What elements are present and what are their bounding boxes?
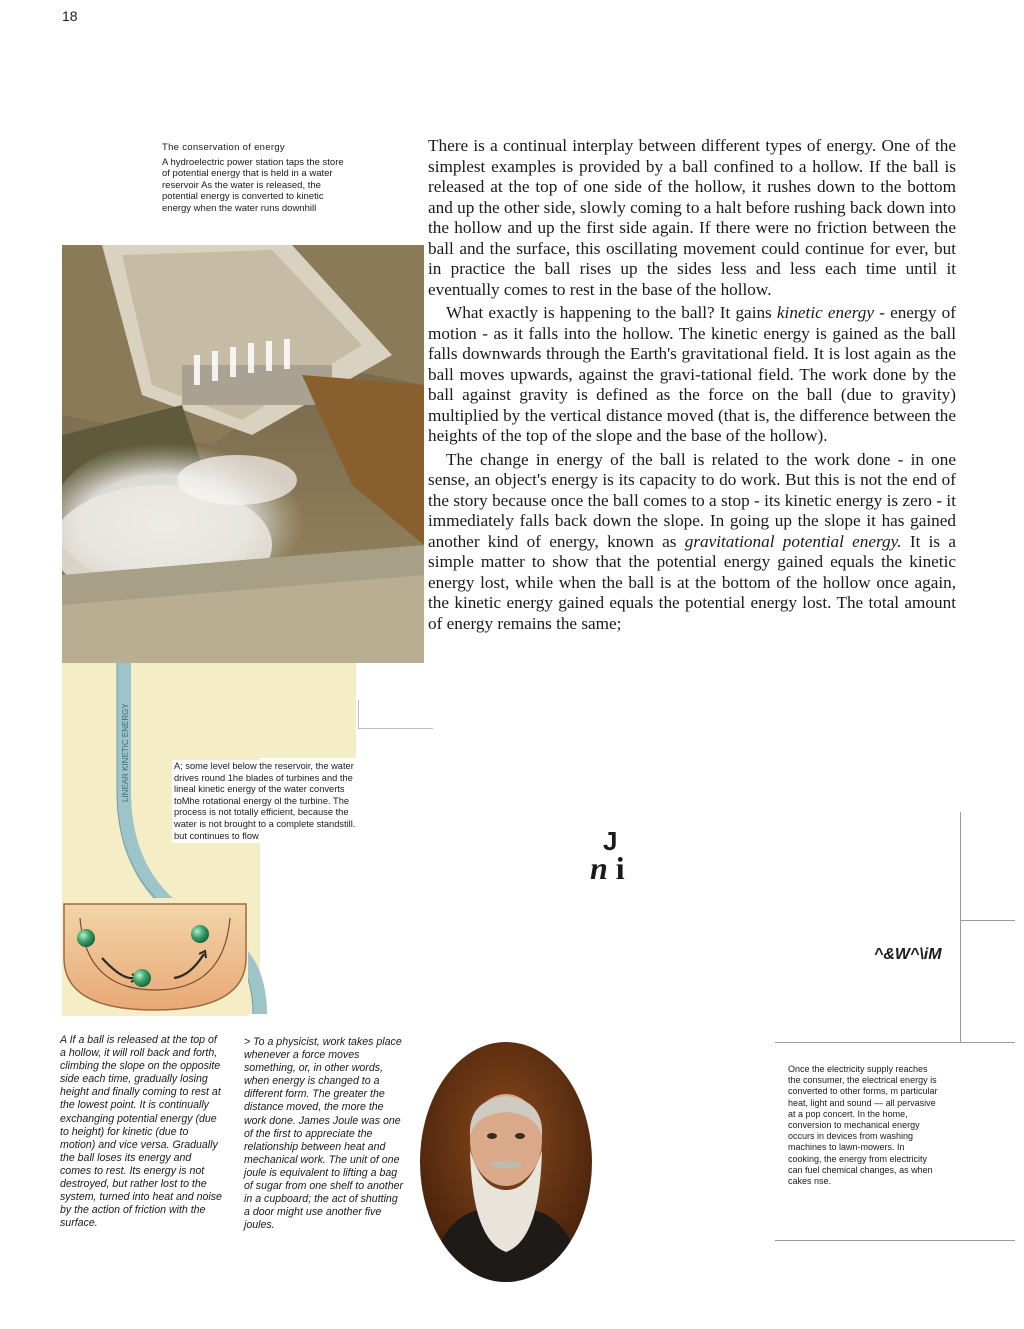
stray-symbols: ^&W^\iM [874, 946, 942, 963]
channel-label: LINEAR KINETIC ENERGY [121, 703, 130, 802]
ball-hollow-diagram [62, 898, 248, 1016]
work-caption: > To a physicist, work takes place whenever a force moves something, or, in other words, when energy is changed to a different form. The greater the distance moved, the more the work done. James Joule was one of the first to appreciate the relationship between heat and mechanical work. The unit of one joule is equivalent to lifting a bag of sugar from one shelf to another in a cupboard; the act of shutting a door might use another five joules. [244, 1036, 403, 1232]
diagram-caption: A; some level below the reservoir, the water drives round 1he blades of turbines and the lineal kinetic energy of the water converts toMhe rotational energy ol the turbine. The process is not totally efficient, because the water is not brought to a complete standstill. but continues to flow [172, 760, 364, 843]
divider-horizontal [775, 1042, 1015, 1043]
divider-horizontal [960, 920, 1015, 921]
ball-left [77, 929, 95, 947]
ball-bottom [133, 969, 151, 987]
ball-right [191, 925, 209, 943]
ball-caption: A If a ball is released at the top of a hollow, it will roll back and forth, climbing the slope on the opposite side each time, gradually losing height and finally coming to rest at the lowest point. It is continually exchanging potential energy (due to height) for kinetic (due to motion) and vice versa. Gradually the ball loses its energy and comes to rest. Its energy is not destroyed, but rather lost to the system, turned into heat and noise by the action of friction with the surface. [60, 1034, 222, 1230]
term-kinetic-energy: kinetic energy [776, 303, 875, 322]
portrait-photo [418, 1040, 594, 1285]
caption-body: A hydroelectric power station taps the store of potential energy that is held in a water reservoir As the water is released, the potential energy is converted to kinetic energy when the water runs downhill [162, 156, 344, 214]
divider-horizontal [775, 1240, 1015, 1241]
diagram-box-outline [358, 700, 433, 729]
electricity-caption: Once the electricity supply reaches the consumer, the electrical energy is converted to other forms, m particular heat, light and sound — all pervasive at a pop concert. In the home, conversion to mechanical energy occurs in devices from washing machines to lawn-mowers. In cooking, the energy from electricity can fuel chemical changes, as when cakes nse. [788, 1064, 938, 1187]
stray-glyph-j: J [603, 826, 618, 856]
paragraph-3: The change in energy of the ball is related to the work done - in one sense, an object's energy is its capacity to do work. But this is not the end of the story because once the ball comes to a stop - its kinetic energy is zero - it immediately falls back down the slope. In going up the slope it has gained another kind of energy, known as gravitational potential energy. It is a simple matter to show that the potential energy gained equals the kinetic energy lost, while when the ball is at the bottom of the hollow once again, the kinetic energy gained equals the potential energy lost. The total amount of energy remains the same; [428, 449, 956, 633]
sidebar-caption [162, 142, 347, 214]
term-gravitational-potential-energy: gravitational potential energy. [684, 531, 902, 551]
main-article-text [428, 136, 956, 637]
caption-title: The conservation of energy [162, 142, 285, 153]
stray-glyph-ni: n i [590, 850, 625, 886]
paragraph-2: What exactly is happening to the ball? It gains kinetic energy - energy of motion - as it falls into the hollow. The kinetic energy is gained as the ball falls downwards through the Earth's gravitational field. It is lost again as the ball moves upwards, against the gravi-tational field. The work done by the ball against gravity is defined as the force on the ball (due to gravity) multiplied by the vertical distance moved (that is, the difference between the heights of the top of the slope and the base of the hollow). [428, 303, 956, 445]
paragraph-1: There is a continual interplay between different types of energy. One of the simplest examples is provided by a ball confined to a hollow. If the ball is released at the top of one side of the hollow, it rushes down to the bottom and up the other side, slowly coming to a halt before rushing back down into the hollow and up the first side again. If there were no friction between the ball and the surface, this oscillating movement could continue for ever, but in practice the ball rises up the sides less and less each time until it eventually comes to rest in the base of the hollow. [428, 136, 956, 299]
page-number: 18 [62, 8, 78, 24]
hydroelectric-dam-photo [62, 245, 424, 663]
divider-vertical [960, 812, 961, 1042]
